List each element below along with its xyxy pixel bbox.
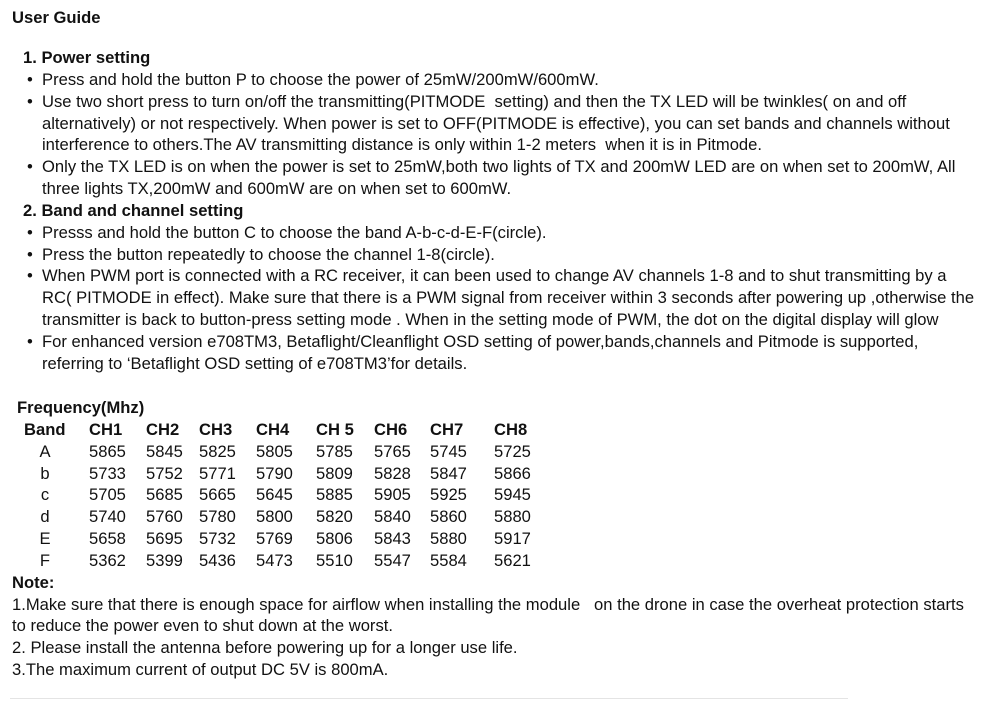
frequency-table — [24, 419, 545, 572]
frequency-cell: 5865 — [89, 441, 126, 461]
frequency-cell: 5547 — [374, 550, 411, 570]
note-heading: Note: — [12, 572, 55, 592]
bullet-item: • Use two short press to turn on/off the transmitting(PITMODE setting) and then the TX LED will be twinkles( on and off alternatively) or not respectively. When power is set to OFF(PITMODE is effective), you can set bands and channels without interference to others.The AV transmitting distance is only within 1-2 meters when it is in Pitmode. — [0, 91, 1000, 157]
frequency-cell: 5732 — [199, 529, 236, 549]
frequency-title: Frequency(Mhz) — [17, 398, 145, 417]
frequency-cell: 5885 — [316, 485, 353, 505]
note-list — [12, 594, 964, 681]
frequency-cell: 5584 — [430, 550, 467, 570]
band-label: d — [40, 507, 50, 527]
frequency-cell: 5771 — [199, 463, 236, 483]
bullet-item: • Press the button repeatedly to choose the channel 1-8(circle). — [0, 244, 1000, 266]
frequency-cell: 5621 — [494, 550, 531, 570]
note-item: 2. Please install the antenna before powering up for a longer use life. — [12, 638, 518, 658]
bullet-list — [0, 222, 1000, 375]
frequency-cell: 5925 — [430, 485, 467, 505]
section-power-setting — [0, 47, 1000, 200]
frequency-cell: 5658 — [89, 529, 126, 549]
bullet-item: • Only the TX LED is on when the power is set to 25mW,both two lights of TX and 200mW LED are on when set to 200mW, All three lights TX,200mW and 600mW are on when set to 600mW. — [0, 156, 1000, 200]
frequency-cell: 5765 — [374, 441, 411, 461]
band-label: A — [39, 441, 51, 461]
table-header-ch5: CH 5 — [316, 419, 354, 439]
frequency-cell: 5399 — [146, 550, 183, 570]
frequency-cell: 5790 — [256, 463, 293, 483]
frequency-cell: 5740 — [89, 507, 126, 527]
page-title: User Guide — [12, 8, 101, 27]
frequency-cell: 5880 — [430, 529, 467, 549]
bullet-item: • For enhanced version e708TM3, Betaflight/Cleanflight OSD setting of power,bands,channels and Pitmode is supported, referring to ‘Betaflight OSD setting of e708TM3’for details. — [0, 331, 1000, 375]
frequency-cell: 5800 — [256, 507, 293, 527]
guide-sections — [0, 47, 1000, 375]
table-header-ch8: CH8 — [494, 419, 528, 439]
frequency-cell: 5843 — [374, 529, 411, 549]
frequency-cell: 5917 — [494, 529, 531, 549]
table-header-ch2: CH2 — [146, 419, 180, 439]
frequency-cell: 5880 — [494, 507, 531, 527]
frequency-cell: 5809 — [316, 463, 353, 483]
table-header-ch3: CH3 — [199, 419, 233, 439]
frequency-cell: 5785 — [316, 441, 353, 461]
bullet-item: • Press and hold the button P to choose the power of 25mW/200mW/600mW. — [0, 69, 1000, 91]
frequency-cell: 5825 — [199, 441, 236, 461]
bottom-divider — [10, 698, 848, 699]
frequency-cell: 5806 — [316, 529, 353, 549]
frequency-cell: 5828 — [374, 463, 411, 483]
frequency-cell: 5685 — [146, 485, 183, 505]
note-item: 3.The maximum current of output DC 5V is 800mA. — [12, 660, 389, 680]
note-item: 1.Make sure that there is enough space for airflow when installing the module on the drone in case the overheat protection starts to reduce the power even to shut down at the worst. — [12, 594, 964, 636]
frequency-cell: 5805 — [256, 441, 293, 461]
frequency-cell: 5745 — [430, 441, 467, 461]
table-header-band: Band — [24, 419, 66, 439]
band-label: F — [39, 550, 51, 570]
frequency-cell: 5840 — [374, 507, 411, 527]
frequency-cell: 5645 — [256, 485, 293, 505]
frequency-cell: 5665 — [199, 485, 236, 505]
bullet-item: • Presss and hold the button C to choose the band A-b-c-d-E-F(circle). — [0, 222, 1000, 244]
band-label: E — [39, 529, 51, 549]
frequency-cell: 5705 — [89, 485, 126, 505]
frequency-cell: 5473 — [256, 550, 293, 570]
table-header-ch7: CH7 — [430, 419, 464, 439]
frequency-cell: 5780 — [199, 507, 236, 527]
frequency-cell: 5769 — [256, 529, 293, 549]
frequency-cell: 5945 — [494, 485, 531, 505]
section-heading: 1. Power setting — [23, 48, 151, 67]
frequency-cell: 5860 — [430, 507, 467, 527]
band-label: c — [40, 485, 50, 505]
band-label: b — [40, 463, 50, 483]
table-header-ch4: CH4 — [256, 419, 290, 439]
bullet-list — [0, 69, 1000, 200]
frequency-cell: 5847 — [430, 463, 467, 483]
frequency-cell: 5510 — [316, 550, 353, 570]
frequency-cell: 5725 — [494, 441, 531, 461]
frequency-cell: 5760 — [146, 507, 183, 527]
table-header-ch6: CH6 — [374, 419, 408, 439]
frequency-cell: 5362 — [89, 550, 126, 570]
table-header-ch1: CH1 — [89, 419, 123, 439]
frequency-cell: 5820 — [316, 507, 353, 527]
frequency-cell: 5695 — [146, 529, 183, 549]
frequency-cell: 5845 — [146, 441, 183, 461]
frequency-cell: 5866 — [494, 463, 531, 483]
frequency-cell: 5733 — [89, 463, 126, 483]
frequency-cell: 5436 — [199, 550, 236, 570]
frequency-cell: 5905 — [374, 485, 411, 505]
section-heading: 2. Band and channel setting — [23, 200, 244, 220]
section-band-channel-setting — [0, 200, 1000, 375]
bullet-item: • When PWM port is connected with a RC receiver, it can been used to change AV channels 1-8 and to shut transmitting by a RC( PITMODE in effect). Make sure that there is a PWM signal from receiver within 3 seconds after powering up ,otherwise the transmitter is back to button-press setting mode . When in the setting mode of PWM, the dot on the digital display will glow — [0, 265, 1000, 331]
frequency-cell: 5752 — [146, 463, 183, 483]
